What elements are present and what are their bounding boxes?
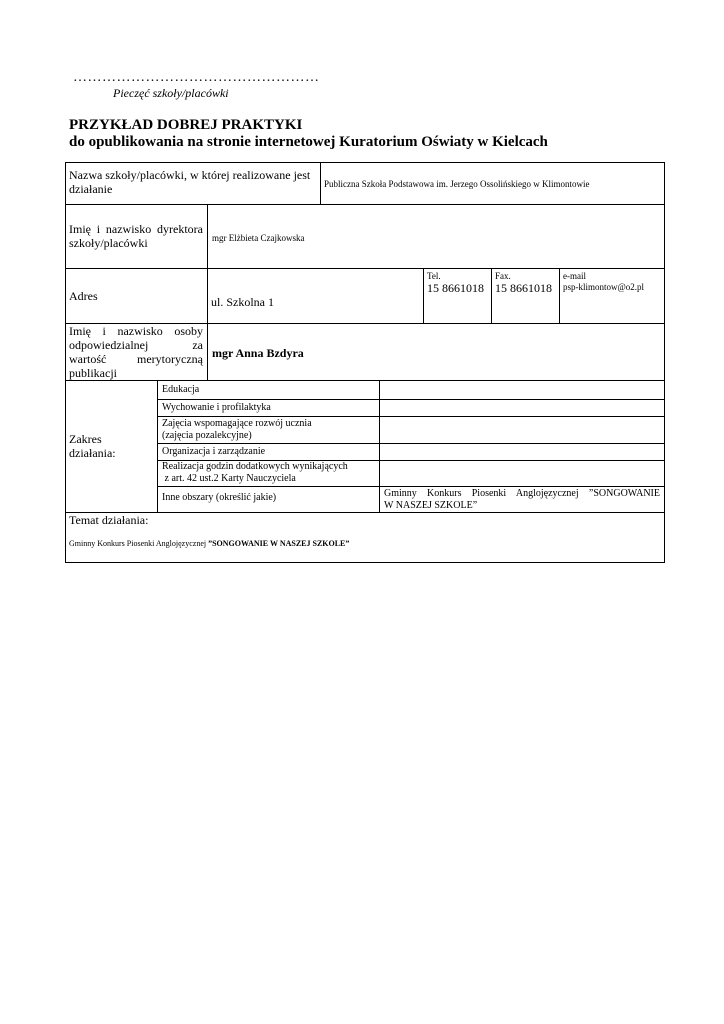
area-support-line1: Zajęcia wspomagające rozwój ucznia	[162, 418, 312, 429]
scope-label-line2: działania:	[69, 446, 116, 460]
tel-value: 15 8661018	[427, 281, 484, 295]
area-additional-hours-line2: z art. 42 ust.2 Karty Nauczyciela	[162, 473, 296, 484]
address-label: Adres	[69, 289, 98, 303]
topic-prefix: Gminny Konkurs Piosenki Anglojęzycznej	[69, 539, 209, 548]
topic-label: Temat działania:	[69, 513, 149, 527]
area-support-line2: (zajęcia pozalekcyjne)	[162, 430, 252, 441]
fax-label: Fax.	[495, 271, 511, 281]
area-other-value-line1: Gminny Konkurs Piosenki Anglojęzycznej ”SONGOWANIE	[384, 488, 660, 499]
responsible-label-line3: wartość merytoryczną	[69, 352, 203, 366]
document-subtitle: do opublikowania na stronie internetowej Kuratorium Oświaty w Kielcach	[69, 134, 548, 150]
responsible-name: mgr Anna Bzdyra	[212, 346, 304, 360]
school-name-value: Publiczna Szkoła Podstawowa im. Jerzego Ossolińskiego w Klimontowie	[324, 179, 590, 189]
area-organization: Organizacja i zarządzanie	[162, 446, 266, 457]
school-name-label: Nazwa szkoły/placówki, w której realizowane jest działanie	[69, 168, 311, 196]
email-label: e-mail	[563, 271, 586, 281]
director-label-line1: Imię i nazwisko dyrektora	[69, 222, 203, 236]
director-name: mgr Elżbieta Czajkowska	[212, 233, 305, 243]
area-other: Inne obszary (określić jakie)	[162, 492, 277, 503]
stamp-placeholder-dots: ……………………………………………	[73, 70, 320, 85]
stamp-label: Pieczęć szkoły/placówki	[113, 86, 229, 100]
responsible-label-line2: odpowiedzialnej za	[69, 338, 203, 352]
scope-label-line1: Zakres	[69, 432, 102, 446]
document-title: PRZYKŁAD DOBREJ PRAKTYKI	[69, 117, 303, 133]
responsible-label-line1: Imię i nazwisko osoby	[69, 324, 203, 338]
area-upbringing: Wychowanie i profilaktyka	[162, 402, 271, 413]
director-label-line2: szkoły/placówki	[69, 236, 148, 250]
fax-value: 15 8661018	[495, 281, 552, 295]
topic-value	[69, 537, 349, 551]
area-additional-hours-line1: Realizacja godzin dodatkowych wynikających	[162, 461, 348, 472]
address-street: ul. Szkolna 1	[211, 295, 274, 309]
tel-label: Tel.	[427, 271, 441, 281]
area-other-value-line2: W NASZEJ SZKOLE”	[384, 500, 478, 511]
topic-title: ”SONGOWANIE W NASZEJ SZKOLE”	[208, 539, 350, 548]
area-education: Edukacja	[162, 384, 200, 395]
responsible-label-line4: publikacji	[69, 366, 117, 380]
email-value: psp-klimontow@o2.pl	[563, 282, 645, 292]
